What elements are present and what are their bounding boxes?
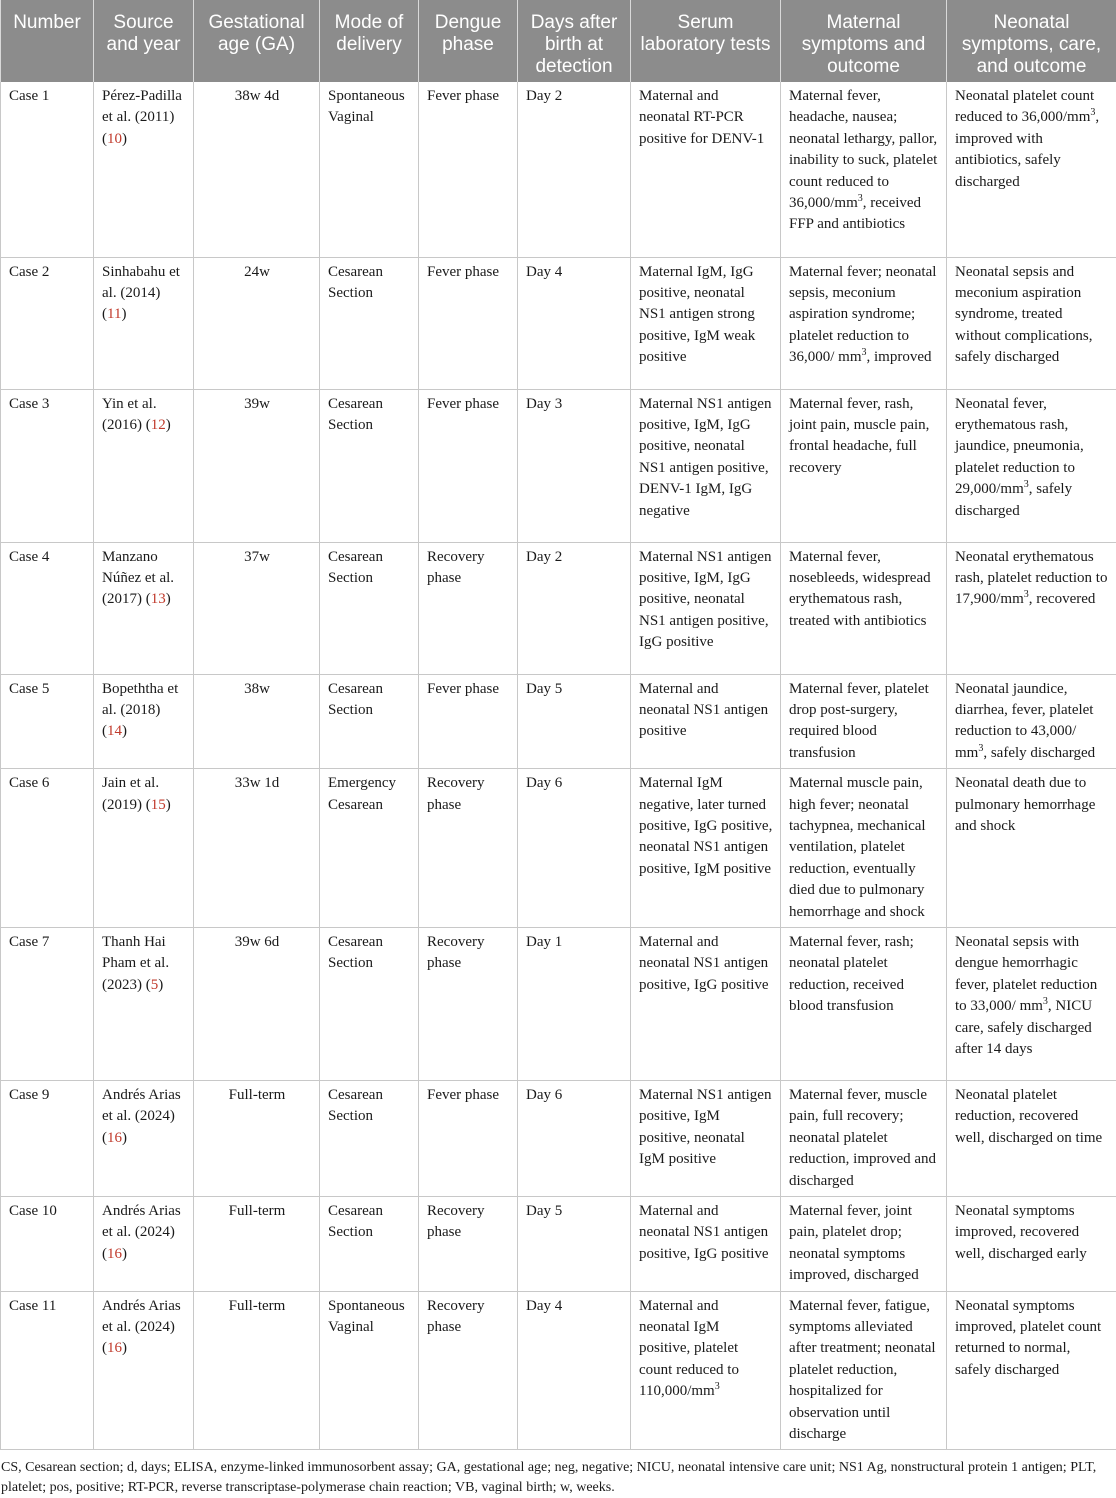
- case-maternal-outcome: Maternal fever, muscle pain, full recovery; neonatal platelet reduction, improved and discharged: [781, 1080, 947, 1196]
- table-header-row: [1, 0, 1116, 82]
- case-mode-of-delivery: Cesarean Section: [320, 389, 419, 542]
- case-maternal-outcome: Maternal fever; neonatal sepsis, meconium aspiration syndrome; platelet reduction to 36,000/ $mm^3$, improved: [781, 257, 947, 389]
- case-gestational-age: 38w: [194, 674, 320, 769]
- case-days-after-birth: Day 4: [518, 257, 631, 389]
- case-serum-tests: Maternal and neonatal IgM positive, platelet count reduced to $110,000/mm^3$: [631, 1291, 781, 1450]
- case-days-after-birth: Day 5: [518, 674, 631, 769]
- reference-link[interactable]: 14: [107, 723, 122, 739]
- case-serum-tests: Maternal NS1 antigen positive, IgM, IgG positive, neonatal NS1 antigen positive, DENV-1 IgM, IgG negative: [631, 389, 781, 542]
- case-gestational-age: 37w: [194, 542, 320, 674]
- case-neonatal-outcome: Neonatal sepsis with dengue hemorrhagic fever, platelet reduction to 33,000/ $mm^3$, NICU care, safely discharged after 14 days: [947, 927, 1116, 1080]
- case-serum-tests: Maternal and neonatal RT-PCR positive for DENV-1: [631, 82, 781, 257]
- case-mode-of-delivery: Cesarean Section: [320, 927, 419, 1080]
- case-number: Case 11: [1, 1291, 94, 1450]
- case-maternal-outcome: Maternal fever, nosebleeds, widespread erythematous rash, treated with antibiotics: [781, 542, 947, 674]
- case-gestational-age: Full-term: [194, 1080, 320, 1196]
- case-dengue-phase: Recovery phase: [419, 1291, 518, 1450]
- header-days-after-birth: Days after birth at detection: [518, 0, 631, 82]
- source-text: Yin et al. (2016): [102, 396, 157, 433]
- case-mode-of-delivery: Spontaneous Vaginal: [320, 1291, 419, 1450]
- case-neonatal-outcome: Neonatal symptoms improved, platelet count returned to normal, safely discharged: [947, 1291, 1116, 1450]
- table-row: [1, 82, 1116, 257]
- reference-link[interactable]: 16: [107, 1340, 122, 1356]
- table-row: [1, 257, 1116, 389]
- case-mode-of-delivery: Cesarean Section: [320, 1197, 419, 1292]
- case-dengue-phase: Fever phase: [419, 1080, 518, 1196]
- case-mode-of-delivery: Cesarean Section: [320, 1080, 419, 1196]
- case-days-after-birth: Day 6: [518, 1080, 631, 1196]
- case-number: Case 7: [1, 927, 94, 1080]
- header-gestational-age: Gestational age (GA): [194, 0, 320, 82]
- case-neonatal-outcome: Neonatal erythematous rash, platelet reduction to $17,900/mm^3$, recovered: [947, 542, 1116, 674]
- reference-link[interactable]: 16: [107, 1246, 122, 1262]
- case-number: Case 3: [1, 389, 94, 542]
- case-maternal-outcome: Maternal fever, fatigue, symptoms alleviated after treatment; neonatal platelet reduction, hospitalized for observation until discharge: [781, 1291, 947, 1450]
- case-days-after-birth: Day 4: [518, 1291, 631, 1450]
- header-serum-tests: Serum laboratory tests: [631, 0, 781, 82]
- header-neonatal-outcome: Neonatal symptoms, care, and outcome: [947, 0, 1116, 82]
- case-gestational-age: 39w 6d: [194, 927, 320, 1080]
- source-text: Jain et al. (2019): [102, 775, 159, 812]
- header-dengue-phase: Dengue phase: [419, 0, 518, 82]
- case-mode-of-delivery: Emergency Cesarean: [320, 769, 419, 928]
- table-row: [1, 1197, 1116, 1292]
- case-dengue-phase: Fever phase: [419, 257, 518, 389]
- case-neonatal-outcome: Neonatal jaundice, diarrhea, fever, platelet reduction to 43,000/ $mm^3$, safely discharged: [947, 674, 1116, 769]
- table-footnote: CS, Cesarean section; d, days; ELISA, enzyme-linked immunosorbent assay; GA, gestational age; neg, negative; NICU, neonatal intensive care unit; NS1 Ag, nonstructural protein 1 antigen; PLT, platelet; pos, positive; RT-PCR, reverse transcriptase-polymerase chain reaction; VB, vaginal birth; w, weeks.: [0, 1458, 1111, 1498]
- header-number: Number: [1, 0, 94, 82]
- case-source: Andrés Arias et al. (2024) (16): [94, 1291, 194, 1450]
- source-text: Bopeththa et al. (2018): [102, 681, 178, 718]
- case-dengue-phase: Recovery phase: [419, 927, 518, 1080]
- reference-link[interactable]: 16: [107, 1130, 122, 1146]
- case-serum-tests: Maternal and neonatal NS1 antigen positive: [631, 674, 781, 769]
- reference-link[interactable]: 12: [151, 417, 166, 433]
- header-mode-of-delivery: Mode of delivery: [320, 0, 419, 82]
- case-days-after-birth: Day 6: [518, 769, 631, 928]
- reference-link[interactable]: 5: [151, 977, 159, 993]
- source-text: Andrés Arias et al. (2024): [102, 1203, 181, 1240]
- reference-link[interactable]: 11: [107, 306, 121, 322]
- case-source: Yin et al. (2016) (12): [94, 389, 194, 542]
- table-row: [1, 769, 1116, 928]
- case-serum-tests: Maternal IgM negative, later turned positive, IgG positive, neonatal NS1 antigen positive, IgM positive: [631, 769, 781, 928]
- case-serum-tests: Maternal IgM, IgG positive, neonatal NS1 antigen strong positive, IgM weak positive: [631, 257, 781, 389]
- case-neonatal-outcome: Neonatal sepsis and meconium aspiration syndrome, treated without complications, safely discharged: [947, 257, 1116, 389]
- case-maternal-outcome: Maternal fever, rash; neonatal platelet reduction, received blood transfusion: [781, 927, 947, 1080]
- case-number: Case 2: [1, 257, 94, 389]
- case-number: Case 1: [1, 82, 94, 257]
- case-neonatal-outcome: Neonatal symptoms improved, recovered well, discharged early: [947, 1197, 1116, 1292]
- case-days-after-birth: Day 3: [518, 389, 631, 542]
- source-text: Thanh Hai Pham et al. (2023): [102, 934, 169, 993]
- case-days-after-birth: Day 2: [518, 542, 631, 674]
- case-dengue-phase: Recovery phase: [419, 769, 518, 928]
- table-body: [1, 82, 1116, 1450]
- table-row: [1, 674, 1116, 769]
- case-source: Pérez-Padilla et al. (2011) (10): [94, 82, 194, 257]
- case-number: Case 5: [1, 674, 94, 769]
- case-gestational-age: 39w: [194, 389, 320, 542]
- case-dengue-phase: Recovery phase: [419, 542, 518, 674]
- case-number: Case 10: [1, 1197, 94, 1292]
- case-days-after-birth: Day 2: [518, 82, 631, 257]
- case-maternal-outcome: Maternal fever, platelet drop post-surgery, required blood transfusion: [781, 674, 947, 769]
- source-text: Manzano Núñez et al. (2017): [102, 549, 174, 608]
- case-gestational-age: 38w 4d: [194, 82, 320, 257]
- case-gestational-age: 33w 1d: [194, 769, 320, 928]
- table-row: [1, 542, 1116, 674]
- case-dengue-phase: Fever phase: [419, 389, 518, 542]
- case-neonatal-outcome: Neonatal fever, erythematous rash, jaundice, pneumonia, platelet reduction to $29,000/mm^3$, safely discharged: [947, 389, 1116, 542]
- case-source: Jain et al. (2019) (15): [94, 769, 194, 928]
- case-dengue-phase: Fever phase: [419, 82, 518, 257]
- case-gestational-age: Full-term: [194, 1291, 320, 1450]
- case-neonatal-outcome: Neonatal death due to pulmonary hemorrhage and shock: [947, 769, 1116, 928]
- case-source: Andrés Arias et al. (2024) (16): [94, 1080, 194, 1196]
- case-dengue-phase: Fever phase: [419, 674, 518, 769]
- case-dengue-phase: Recovery phase: [419, 1197, 518, 1292]
- case-days-after-birth: Day 5: [518, 1197, 631, 1292]
- case-source: Thanh Hai Pham et al. (2023) (5): [94, 927, 194, 1080]
- table-row: [1, 389, 1116, 542]
- case-serum-tests: Maternal NS1 antigen positive, IgM, IgG positive, neonatal NS1 antigen positive, IgG positive: [631, 542, 781, 674]
- source-text: Andrés Arias et al. (2024): [102, 1087, 181, 1124]
- source-text: Andrés Arias et al. (2024): [102, 1298, 181, 1335]
- case-source: Bopeththa et al. (2018) (14): [94, 674, 194, 769]
- table-row: [1, 1291, 1116, 1450]
- case-days-after-birth: Day 1: [518, 927, 631, 1080]
- case-gestational-age: 24w: [194, 257, 320, 389]
- case-serum-tests: Maternal and neonatal NS1 antigen positive, IgG positive: [631, 927, 781, 1080]
- case-maternal-outcome: Maternal fever, joint pain, platelet drop; neonatal symptoms improved, discharged: [781, 1197, 947, 1292]
- reference-link[interactable]: 15: [151, 797, 166, 813]
- case-neonatal-outcome: Neonatal platelet count reduced to $36,000/mm^3$, improved with antibiotics, safely discharged: [947, 82, 1116, 257]
- source-text: Pérez-Padilla et al. (2011): [102, 88, 182, 125]
- case-source: Andrés Arias et al. (2024) (16): [94, 1197, 194, 1292]
- case-neonatal-outcome: Neonatal platelet reduction, recovered well, discharged on time: [947, 1080, 1116, 1196]
- case-maternal-outcome: Maternal fever, headache, nausea; neonatal lethargy, pallor, inability to suck, platelet count reduced to $36,000/mm^3$, received FFP and antibiotics: [781, 82, 947, 257]
- case-serum-tests: Maternal NS1 antigen positive, IgM positive, neonatal IgM positive: [631, 1080, 781, 1196]
- case-maternal-outcome: Maternal muscle pain, high fever; neonatal tachypnea, mechanical ventilation, platelet reduction, eventually died due to pulmonary hemorrhage and shock: [781, 769, 947, 928]
- table-row: [1, 927, 1116, 1080]
- case-gestational-age: Full-term: [194, 1197, 320, 1292]
- reference-link[interactable]: 13: [151, 591, 166, 607]
- case-source: Manzano Núñez et al. (2017) (13): [94, 542, 194, 674]
- table-row: [1, 1080, 1116, 1196]
- reference-link[interactable]: 10: [107, 131, 122, 147]
- case-mode-of-delivery: Cesarean Section: [320, 542, 419, 674]
- source-text: Sinhabahu et al. (2014): [102, 264, 180, 301]
- case-source: Sinhabahu et al. (2014) (11): [94, 257, 194, 389]
- case-number: Case 9: [1, 1080, 94, 1196]
- header-source: Source and year: [94, 0, 194, 82]
- case-serum-tests: Maternal and neonatal NS1 antigen positive, IgG positive: [631, 1197, 781, 1292]
- case-mode-of-delivery: Spontaneous Vaginal: [320, 82, 419, 257]
- header-maternal-outcome: Maternal symptoms and outcome: [781, 0, 947, 82]
- case-mode-of-delivery: Cesarean Section: [320, 674, 419, 769]
- case-maternal-outcome: Maternal fever, rash, joint pain, muscle pain, frontal headache, full recovery: [781, 389, 947, 542]
- case-number: Case 6: [1, 769, 94, 928]
- case-number: Case 4: [1, 542, 94, 674]
- case-mode-of-delivery: Cesarean Section: [320, 257, 419, 389]
